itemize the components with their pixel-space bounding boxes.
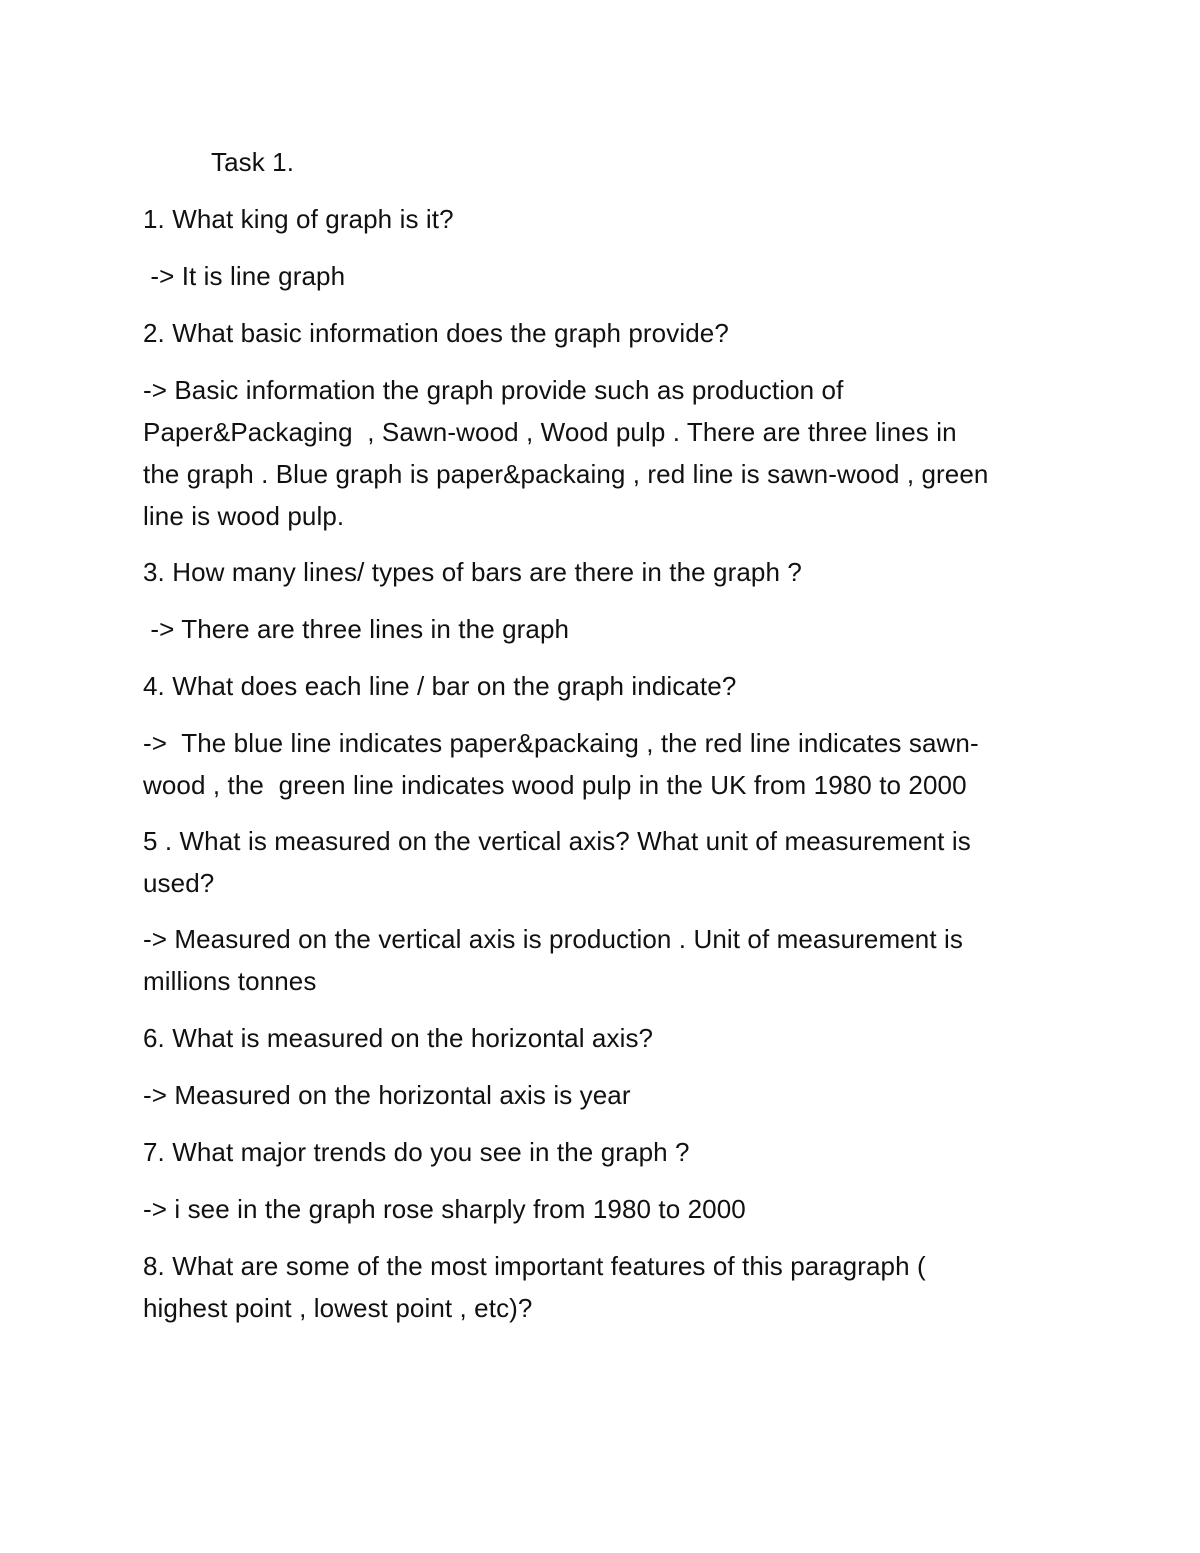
question-7: 7. What major trends do you see in the graph ?	[143, 1137, 690, 1167]
question-8-line-2: highest point , lowest point , etc)?	[143, 1293, 533, 1323]
question-4: 4. What does each line / bar on the graph indicate?	[143, 671, 737, 701]
answer-1: -> It is line graph	[143, 261, 346, 291]
answer-6: -> Measured on the horizontal axis is year	[143, 1080, 631, 1110]
answer-5-line-2: millions tonnes	[143, 966, 317, 996]
answer-7: -> i see in the graph rose sharply from 1980 to 2000	[143, 1194, 746, 1224]
answer-3: -> There are three lines in the graph	[143, 614, 570, 644]
answer-4-line-2: wood , the green line indicates wood pulp in the UK from 1980 to 2000	[143, 770, 967, 800]
answer-4-line-1: -> The blue line indicates paper&packaing , the red line indicates sawn-	[143, 728, 979, 758]
question-3: 3. How many lines/ types of bars are there in the graph ?	[143, 557, 802, 587]
question-2: 2. What basic information does the graph provide?	[143, 318, 729, 348]
answer-2-line-3: the graph . Blue graph is paper&packaing , red line is sawn-wood , green	[143, 459, 989, 489]
answer-5-line-1: -> Measured on the vertical axis is production . Unit of measurement is	[143, 924, 963, 954]
question-8-line-1: 8. What are some of the most important features of this paragraph (	[143, 1251, 926, 1281]
page-title: Task 1.	[211, 147, 295, 177]
answer-2-line-4: line is wood pulp.	[143, 501, 345, 531]
question-5-line-2: used?	[143, 868, 215, 898]
question-5-line-1: 5 . What is measured on the vertical axis? What unit of measurement is	[143, 826, 971, 856]
answer-2-line-2: Paper&Packaging , Sawn-wood , Wood pulp . There are three lines in	[143, 417, 957, 447]
question-1: 1. What king of graph is it?	[143, 204, 454, 234]
question-6: 6. What is measured on the horizontal axis?	[143, 1023, 654, 1053]
answer-2-line-1: -> Basic information the graph provide such as production of	[143, 375, 844, 405]
